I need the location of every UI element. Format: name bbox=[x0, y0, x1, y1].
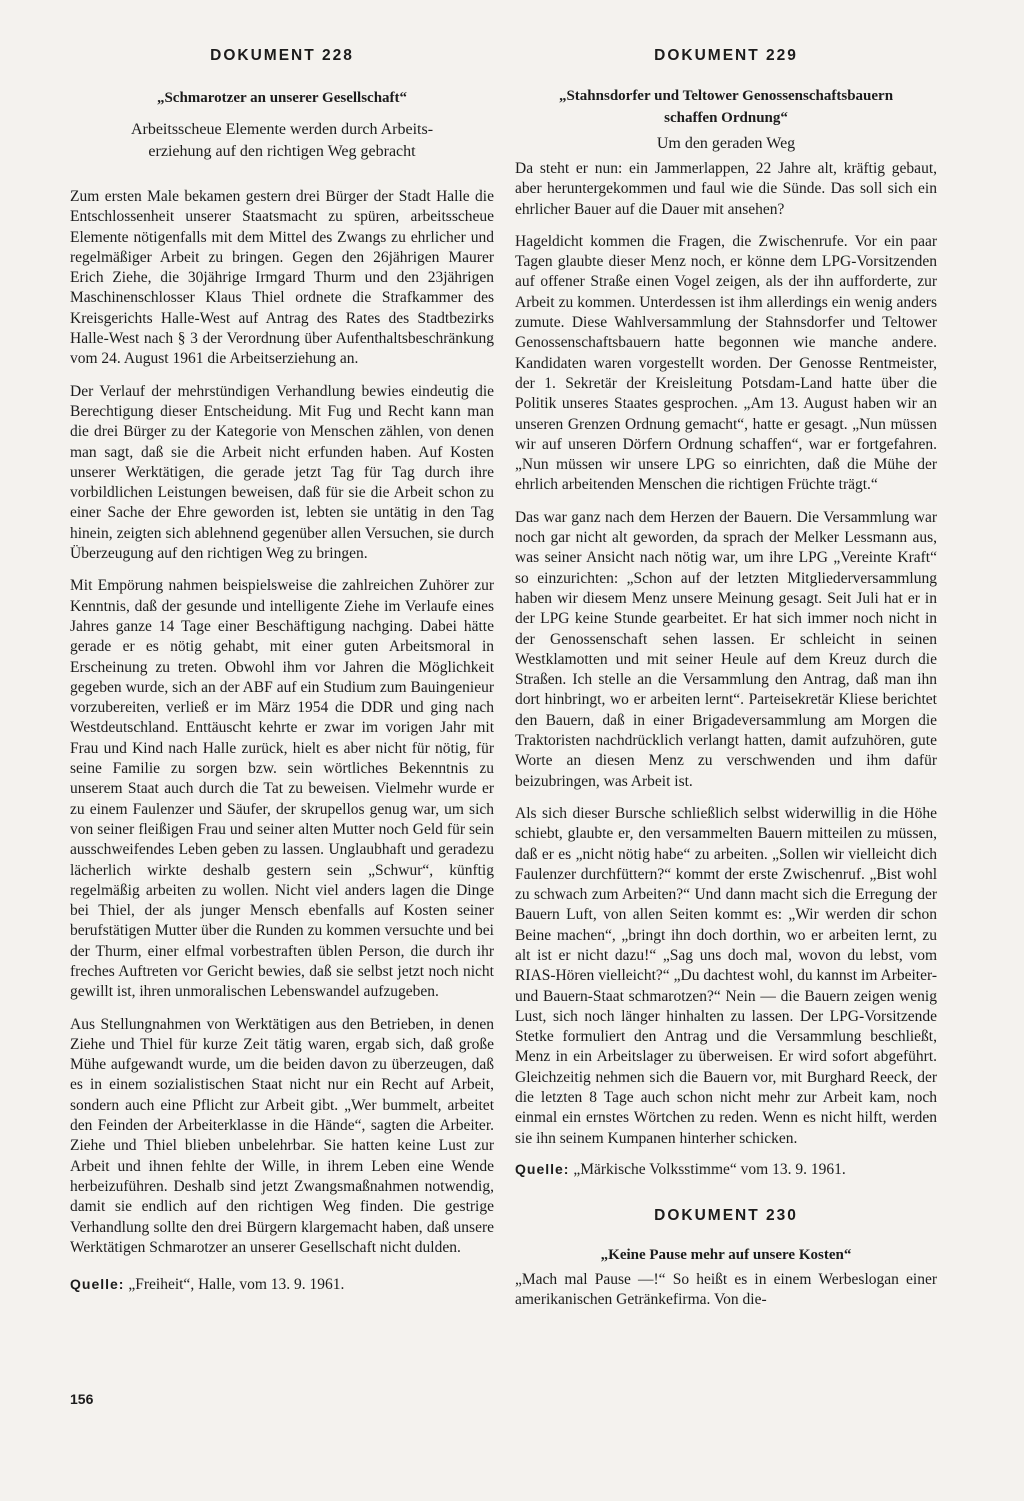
document-229-source bbox=[515, 1159, 937, 1180]
document-229-heading: DOKUMENT 229 bbox=[654, 47, 798, 64]
document-229-title-line-2: schaffen Ordnung“ bbox=[664, 110, 788, 126]
document-228-paragraph: Der Verlauf der mehrstündigen Verhandlung bewies eindeutig die Berechtigung dieser Entscheidung. Mit Fug und Recht kann man die drei Bürger zu der Kategorie von Menschen zählen, von denen man sagt, daß sie die Arbeit nicht erfunden haben. Auf Kosten unserer Werktätigen, die gerade jetzt Tag für Tag durch ihre vorbildlichen Leistungen beweisen, daß für sie die Arbeit schon zu einer Sache der Ehre geworden ist, lebten sie untätig in den Tag hinein, zeigten sich ablehnend gegenüber allen Versuchen, sie durch Überzeugung auf den richtigen Weg zu bringen. bbox=[70, 382, 494, 563]
page-number: 156 bbox=[70, 1391, 94, 1407]
document-229-paragraph: Hageldicht kommen die Fragen, die Zwischenrufe. Vor ein paar Tagen glaubte dieser Menz noch, er könne dem LPG-Vorsitzenden auf offener Straße einen Vogel zeigen, als der ihn aufforderte, zur Arbeit zu kommen. Unterdessen ist ihm allerdings ein wenig anders zumute. Diese Wahlversammlung der Stahnsdorfer und Teltower Genossenschaftsbauern hatte begonnen wie manche andere. Kandidaten waren vorgestellt worden. Der Genosse Rentmeister, der 1. Sekretär der Kreisleitung Potsdam-Land hatte über die Politik unseres Staates gesprochen. „Am 13. August haben wir an unseren Grenzen Ordnung gemacht“, hatte er gesagt. „Nun müssen wir auf unseren Dörfern Ordnung schaffen“, war er fortgefahren. „Nun müssen wir unsere LPG so einrichten, daß die Mühe der ehrlich arbeitenden Menschen die richtigen Früchte trägt.“ bbox=[515, 232, 937, 494]
document-230-paragraph: „Mach mal Pause —!“ So heißt es in einem Werbeslogan einer amerikanischen Getränkefirma. Von die- bbox=[515, 1270, 937, 1309]
source-text: „Freiheit“, Halle, vom 13. 9. 1961. bbox=[124, 1276, 345, 1294]
document-229-title-line-1: „Stahnsdorfer und Teltower Genossenschaftsbauern bbox=[558, 88, 894, 104]
right-column bbox=[515, 0, 937, 1311]
document-228-source bbox=[70, 1274, 494, 1295]
document-229-paragraph: Das war ganz nach dem Herzen der Bauern. Die Versammlung war noch gar nicht alt geworden, da sprach der Melker Lessmann aus, was seiner Ansicht nach nötig war, um ihre LPG „Vereinte Kraft“ so einzurichten: „Schon auf der letzten Mitgliederversammlung haben wir diesem Menz unsere Meinung gesagt. Seit Juli hat er in der LPG keine Stunde gearbeitet. Er hat sich immer noch nicht in der Genossenschaft sehen lassen. Er schleicht in seinen Westklamotten und mit seiner Heule auf dem Kreuz durch die Straßen. Ich stelle an die Versammlung den Antrag, daß man ihn dort hinbringt, wo er arbeiten lernt“. Parteisekretär Kliese berichtet den Bauern, daß in einer Brigadeversammlung am Morgen die Traktoristen nachdrücklich verlangt hatten, damit aufzuhören, gute Worte an diesen Menz zu verschwenden und ihm dafür beizubringen, was Arbeit ist. bbox=[515, 508, 937, 790]
source-label: Quelle: bbox=[515, 1160, 570, 1177]
document-230-heading: DOKUMENT 230 bbox=[654, 1206, 798, 1224]
document-228-paragraph: Zum ersten Male bekamen gestern drei Bürger der Stadt Halle die Entschlossenheit unserer Staatsmacht zu spüren, arbeitsscheue Elemente nötigenfalls mit dem Mittel des Zwangs zu ehrlicher und regelmäßiger Arbeit zu bringen. Gegen den 26jährigen Maurer Erich Ziehe, die 30jährige Irmgard Thurm und den 23jährigen Maschinenschlosser Klaus Thiel ordnete die Strafkammer des Kreisgerichts Halle-West auf Antrag des Rates des Stadtbezirks Halle-West nach § 3 der Verordnung über Aufenthaltsbeschränkung vom 24. August 1961 die Arbeitserziehung an. bbox=[70, 188, 494, 368]
left-column bbox=[70, 0, 494, 1295]
document-228-paragraph: Aus Stellungnahmen von Werktätigen aus den Betrieben, in denen Ziehe und Thiel für kurze Zeit tätig waren, ergab sich, daß große Mühe aufgewandt wurde, um die beiden davon zu überzeugen, daß es in einem sozialistischen Staat nicht nur ein Recht auf Arbeit, sondern auch eine Pflicht zur Arbeit gibt. „Wer bummelt, arbeitet den Feinden der Arbeiterklasse in die Hände“, sagten die Arbeiter. Ziehe und Thiel blieben unbelehrbar. Sie hatten keine Lust zur Arbeit und ihnen fehlte der Wille, in ihrem Leben eine Wende herbeizuführen. Deshalb sind jetzt Zwangsmaßnahmen notwendig, damit sie endlich auf den richtigen Weg finden. Die gestrige Verhandlung sollte den drei Bürgern klargemacht haben, daß unsere Werktätigen Schmarotzer an unserer Gesellschaft nicht dulden. bbox=[70, 1015, 494, 1256]
document-228-heading: DOKUMENT 228 bbox=[210, 47, 354, 64]
document-229-subtitle: Um den geraden Weg bbox=[656, 135, 796, 152]
document-228-subtitle-line-2: erziehung auf den richtigen Weg gebracht bbox=[148, 143, 416, 160]
source-label: Quelle: bbox=[70, 1276, 125, 1293]
document-228-paragraph: Mit Empörung nahmen beispielsweise die zahlreichen Zuhörer zur Kenntnis, daß der gesunde und intelligente Ziehe im Verlaufe eines Jahres ganze 14 Tage einer Beschäftigung nachging. Dabei hätte gerade er es nötig gehabt, mit einer guten Arbeitsmoral in Erscheinung zu treten. Obwohl ihm vor Jahren die Möglichkeit gegeben wurde, sich an der ABF auf ein Studium zum Bauingenieur vorzubereiten, verließ er im März 1954 die DDR und ging nach Westdeutschland. Enttäuscht kehrte er zwar im vorigen Jahr mit Frau und Kind nach Halle zurück, hielt es aber nicht für nötig, für seine Familie zu sorgen bzw. sein wörtliches Bekenntnis zu unserem Staat auch durch die Tat zu beweisen. Vielmehr wurde er zu einem Faulenzer und Säufer, der skrupellos genug war, um sich von seiner fleißigen Frau und seiner alten Mutter noch Geld für sein ausschweifendes Leben geben zu lassen. Unglaubhaft und geradezu lächerlich wirkte deshalb gestern sein „Schwur“, künftig regelmäßig arbeiten zu wollen. Nicht viel anders lagen die Dinge bei Thiel, der als junger Mensch ebenfalls auf Kosten seiner berufstätigen Mutter über die Runden zu kommen versuchte und bei der Thurm, einer elfmal vorbestraften üblen Person, die durch ihr freches Auftreten vor Gericht bewies, daß sie selbst jetzt noch nicht gewillt ist, ihren unmoralischen Lebenswandel aufzugeben. bbox=[70, 577, 494, 1001]
document-228-subtitle-line-1: Arbeitsscheue Elemente werden durch Arbeits- bbox=[130, 121, 434, 138]
source-text: „Märkische Volksstimme“ vom 13. 9. 1961. bbox=[569, 1160, 846, 1178]
document-228-title: „Schmarotzer an unserer Gesellschaft“ bbox=[156, 90, 408, 106]
document-229-paragraph: Als sich dieser Bursche schließlich selbst widerwillig in die Höhe schiebt, glaubte er, den versammelten Bauern mitteilen zu müssen, daß er es „nicht nötig habe“ zu arbeiten. „Sollen wir vielleicht dich Faulenzer durchfüttern?“ kommt der erste Zwischenruf. „Bist wohl zu schwach zum Arbeiten?“ Und dann macht sich die Erregung der Bauern Luft, von allen Seiten kommt es: „Wir werden dir schon Beine machen“, „bringt ihn doch dorthin, wo er arbeiten lernt, zu alt ist er nicht dazu!“ „Sag uns doch mal, wovon du lebst, vom RIAS-Hören vielleicht?“ „Du dachtest wohl, du kannst im Arbeiter- und Bauern-Staat schmarotzen?“ Nein — die Bauern zeigen wenig Lust, sich noch länger hinhalten zu lassen. Der LPG-Vorsitzende Stetke formuliert den Antrag und die Versammlung beschließt, Menz in ein Arbeitslager zu überweisen. Er wird sofort abgeführt. Gleichzeitig nehmen sich die Bauern vor, mit Burghard Reeck, der die letzten 8 Tage auch schon nicht mehr zur Arbeit kam, noch einmal ein ernstes Wörtchen zu reden. Wenn es nicht hilft, werden sie ihn seinem Kumpanen hinterher schicken. bbox=[515, 804, 937, 1147]
document-230-title: „Keine Pause mehr auf unsere Kosten“ bbox=[600, 1246, 852, 1263]
document-229-paragraph: Da steht er nun: ein Jammerlappen, 22 Jahre alt, kräftig gebaut, aber heruntergekommen und faul wie die Sünde. Das soll sich ein ehrlicher Bauer auf die Dauer mit ansehen? bbox=[515, 160, 937, 218]
